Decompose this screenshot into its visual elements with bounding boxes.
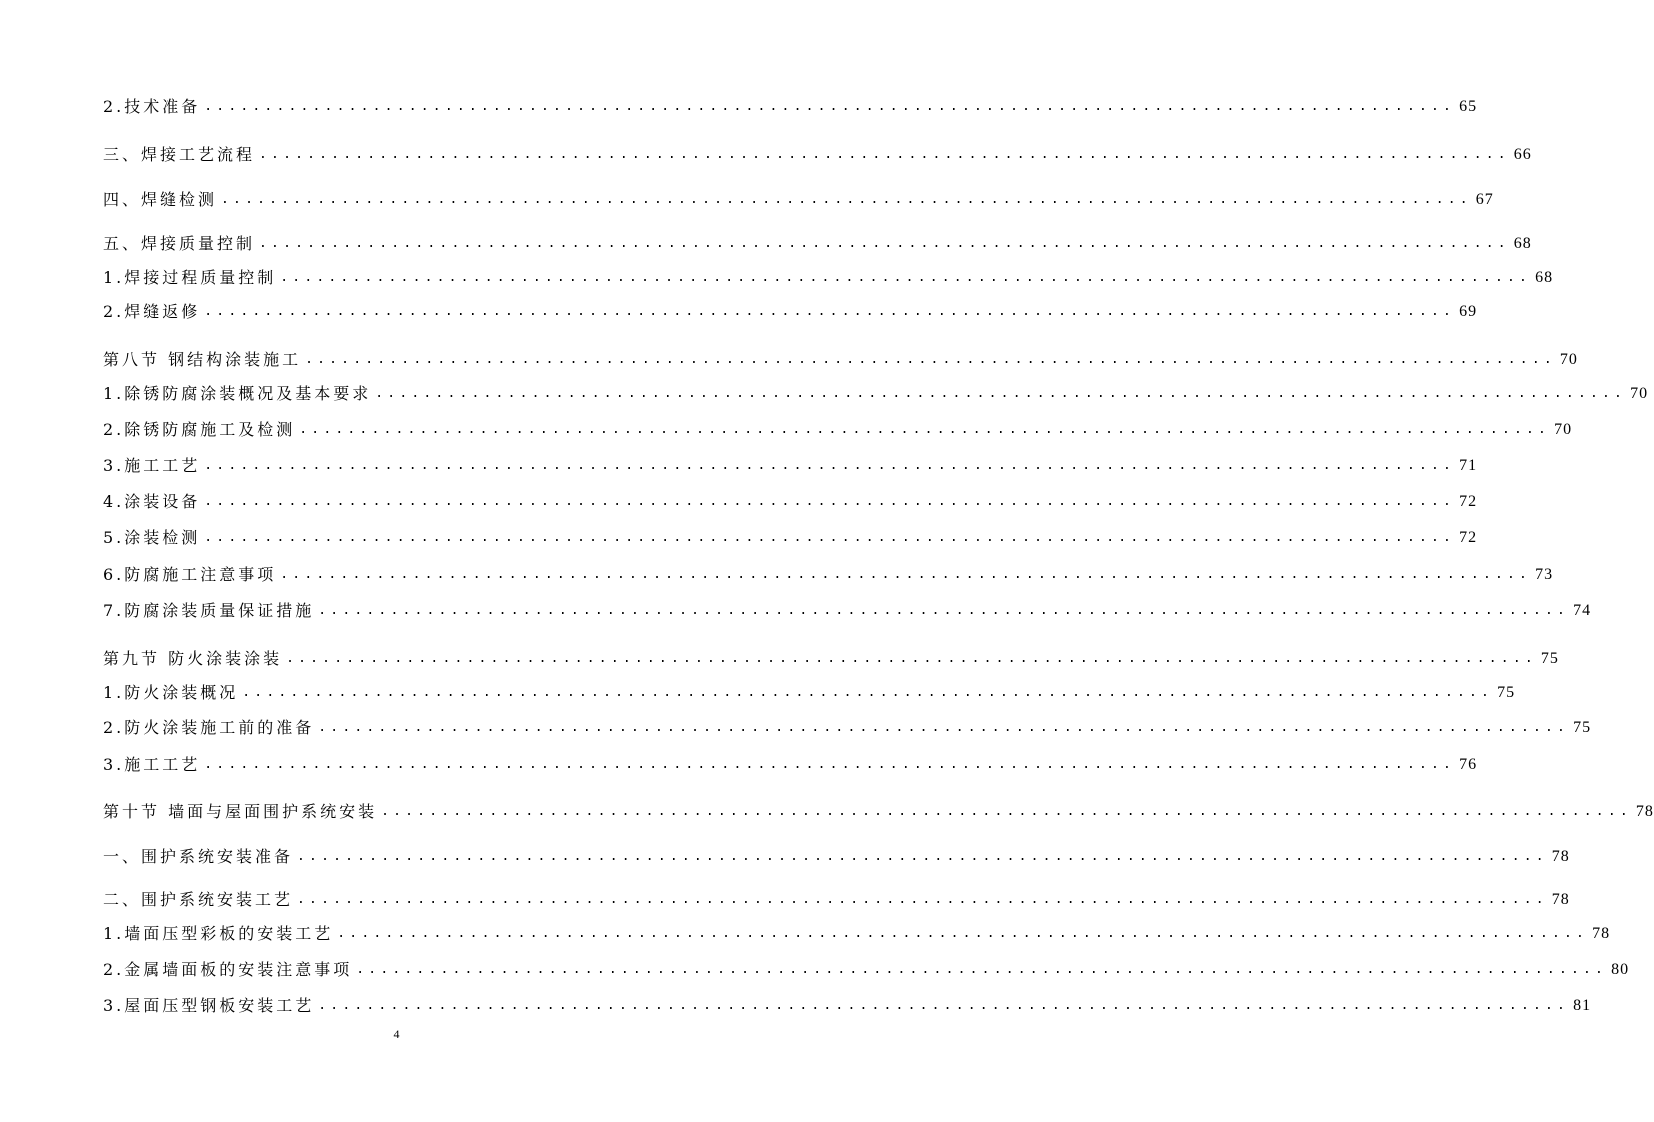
toc-dot-leader: ........................................................................................................	[381, 804, 1632, 819]
toc-entry-title: 五、焊接质量控制	[103, 234, 256, 253]
toc-entry[interactable]	[103, 93, 1478, 117]
toc-entry-title: 三、焊接工艺流程	[103, 145, 256, 164]
toc-entry-page: 74	[1573, 602, 1592, 619]
toc-dot-leader: ........................................................................................................	[318, 720, 1570, 735]
toc-entry[interactable]	[103, 230, 1532, 254]
toc-entry-page: 75	[1497, 684, 1516, 701]
toc-entry[interactable]	[103, 597, 1592, 621]
toc-entry[interactable]	[103, 956, 1630, 980]
toc-entry-page: 68	[1513, 235, 1532, 252]
toc-entry-page: 72	[1459, 493, 1478, 510]
toc-dot-leader: ........................................................................................................	[286, 651, 1537, 666]
toc-entry-page: 72	[1459, 529, 1478, 546]
toc-dot-leader: ........................................................................................................	[297, 892, 1548, 907]
toc-entry-page: 70	[1554, 421, 1573, 438]
toc-entry-page: 67	[1475, 191, 1494, 208]
toc-entry[interactable]	[103, 751, 1478, 775]
toc-entry[interactable]	[103, 380, 1649, 404]
toc-dot-leader: ........................................................................................................	[318, 998, 1570, 1013]
toc-entry-title: 四、焊缝检测	[103, 190, 218, 209]
toc-entry-page: 76	[1459, 756, 1478, 773]
toc-entry[interactable]	[103, 141, 1532, 165]
toc-dot-leader: ........................................................................................................	[204, 304, 1456, 319]
toc-entry-title: 7.防腐涂装质量保证措施	[103, 601, 315, 620]
toc-entry[interactable]	[103, 524, 1478, 548]
toc-entry[interactable]	[103, 714, 1592, 738]
toc-entry-title: 2.防火涂装施工前的准备	[103, 718, 315, 737]
toc-entry-page: 75	[1573, 719, 1592, 736]
toc-entry[interactable]	[103, 186, 1494, 210]
toc-entry-page: 70	[1630, 385, 1649, 402]
toc-dot-leader: ........................................................................................................	[259, 236, 1510, 251]
toc-entry-page: 78	[1635, 803, 1654, 820]
toc-entry-title: 2.技术准备	[103, 97, 201, 116]
toc-entry-title: 4.涂装设备	[103, 492, 201, 511]
toc-entry-page: 81	[1573, 997, 1592, 1014]
toc-entry-title: 一、围护系统安装准备	[103, 847, 294, 866]
toc-entry[interactable]	[103, 798, 1654, 822]
toc-entry-page: 80	[1611, 961, 1630, 978]
toc-entry-title: 第十节 墙面与屋面围护系统安装	[103, 802, 378, 821]
toc-dot-leader: ........................................................................................................	[280, 270, 1532, 285]
toc-entry[interactable]	[103, 561, 1554, 585]
toc-dot-leader: ........................................................................................................	[375, 386, 1627, 401]
page-number: 4	[393, 1027, 400, 1041]
table-of-contents	[103, 0, 1654, 1122]
toc-entry[interactable]	[103, 992, 1592, 1016]
toc-entry[interactable]	[103, 488, 1478, 512]
toc-entry-page: 69	[1459, 303, 1478, 320]
toc-entry[interactable]	[103, 679, 1516, 703]
toc-entry-title: 6.防腐施工注意事项	[103, 565, 277, 584]
toc-entry-page: 75	[1540, 650, 1559, 667]
toc-entry[interactable]	[103, 346, 1578, 370]
toc-entry-title: 2.焊缝返修	[103, 302, 201, 321]
toc-entry[interactable]	[103, 452, 1478, 476]
toc-dot-leader: ........................................................................................................	[204, 530, 1456, 545]
toc-entry-page: 78	[1551, 848, 1570, 865]
toc-entry-page: 73	[1535, 566, 1554, 583]
toc-entry[interactable]	[103, 416, 1573, 440]
toc-dot-leader: ........................................................................................................	[356, 962, 1608, 977]
toc-entry-title: 1.墙面压型彩板的安装工艺	[103, 924, 334, 943]
toc-dot-leader: ........................................................................................................	[204, 494, 1456, 509]
toc-entry-title: 二、围护系统安装工艺	[103, 890, 294, 909]
toc-dot-leader: ........................................................................................................	[318, 603, 1570, 618]
toc-entry[interactable]	[103, 298, 1478, 322]
toc-entry[interactable]	[103, 843, 1570, 867]
toc-entry-title: 3.屋面压型钢板安装工艺	[103, 996, 315, 1015]
toc-entry-page: 71	[1459, 457, 1478, 474]
toc-dot-leader: ........................................................................................................	[204, 99, 1456, 114]
toc-dot-leader: ........................................................................................................	[297, 849, 1548, 864]
toc-entry-page: 65	[1459, 98, 1478, 115]
toc-dot-leader: ........................................................................................................	[242, 685, 1494, 700]
toc-entry-page: 70	[1559, 351, 1578, 368]
toc-dot-leader: ........................................................................................................	[221, 192, 1472, 207]
toc-entry-title: 3.施工工艺	[103, 456, 201, 475]
toc-entry[interactable]	[103, 645, 1559, 669]
toc-entry[interactable]	[103, 264, 1554, 288]
toc-entry-title: 5.涂装检测	[103, 528, 201, 547]
toc-entry-title: 2.除锈防腐施工及检测	[103, 420, 296, 439]
toc-entry-title: 第九节 防火涂装涂装	[103, 649, 283, 668]
toc-entry-page: 66	[1513, 146, 1532, 163]
toc-entry-title: 2.金属墙面板的安装注意事项	[103, 960, 353, 979]
toc-dot-leader: ........................................................................................................	[280, 567, 1532, 582]
toc-dot-leader: ........................................................................................................	[337, 926, 1589, 941]
toc-entry-page: 78	[1592, 925, 1611, 942]
toc-entry-title: 3.施工工艺	[103, 755, 201, 774]
toc-dot-leader: ........................................................................................................	[299, 422, 1551, 437]
toc-entry-title: 1.焊接过程质量控制	[103, 268, 277, 287]
toc-entry[interactable]	[103, 920, 1611, 944]
toc-entry-title: 1.除锈防腐涂装概况及基本要求	[103, 384, 372, 403]
toc-dot-leader: ........................................................................................................	[305, 352, 1556, 367]
toc-dot-leader: ........................................................................................................	[259, 147, 1510, 162]
toc-entry-page: 78	[1551, 891, 1570, 908]
toc-dot-leader: ........................................................................................................	[204, 458, 1456, 473]
toc-entry-title: 第八节 钢结构涂装施工	[103, 350, 302, 369]
toc-entry[interactable]	[103, 886, 1570, 910]
toc-dot-leader: ........................................................................................................	[204, 757, 1456, 772]
toc-entry-page: 68	[1535, 269, 1554, 286]
toc-entry-title: 1.防火涂装概况	[103, 683, 239, 702]
